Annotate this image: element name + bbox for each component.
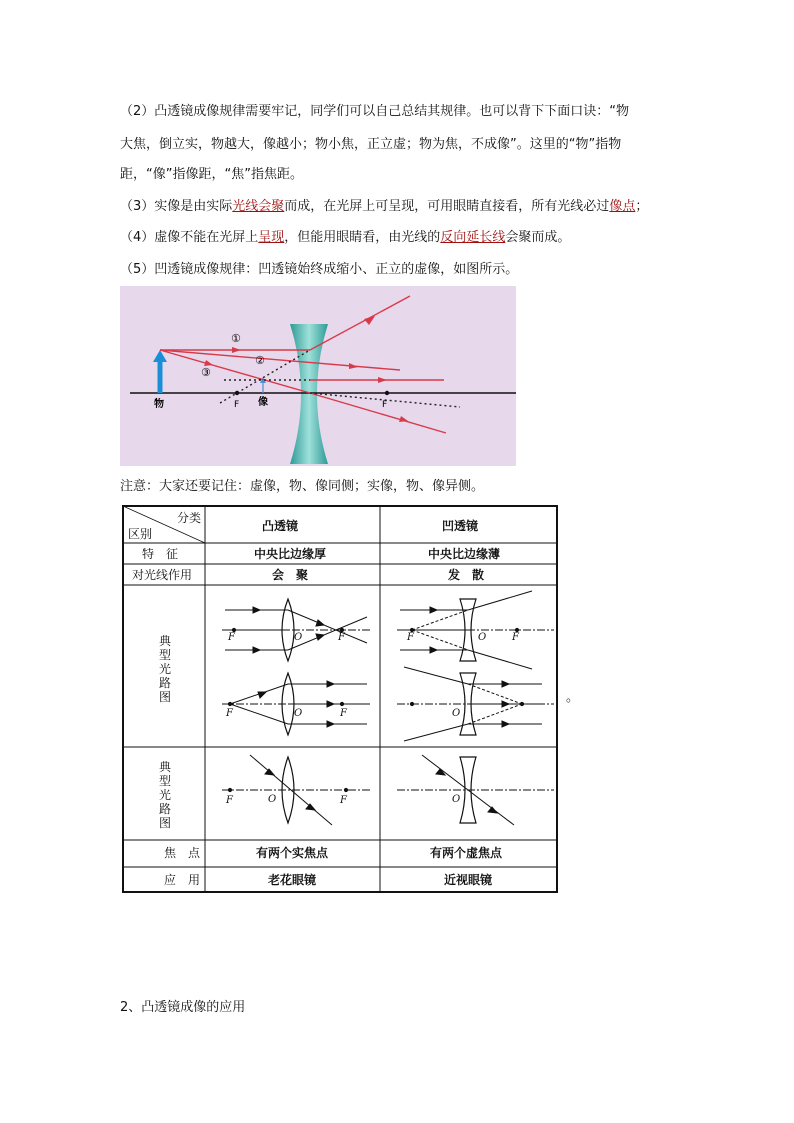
label-object: 物 (154, 399, 164, 410)
svg-text:F: F (338, 632, 345, 643)
keyword-light-converge: 光线会聚 (232, 199, 285, 214)
paragraph-4-text-a: （4）虚像不能在光屏上 (120, 230, 259, 245)
svg-text:光: 光 (159, 662, 172, 676)
concave-focus: 有两个虚焦点 (430, 846, 503, 860)
svg-text:F: F (226, 795, 233, 806)
svg-text:O: O (294, 708, 303, 719)
keyword-reverse-extension: 反向延长线 (440, 230, 506, 245)
label-f-left: F (234, 400, 240, 410)
svg-text:图: 图 (159, 690, 172, 704)
svg-text:O: O (452, 794, 461, 805)
note-text: 注意：大家还要记住：虚像，物、像同侧；实像，物、像异侧。 (120, 479, 485, 494)
header-convex: 凸透镜 (262, 519, 299, 533)
svg-text:光: 光 (159, 788, 172, 802)
row-feature-label: 特 征 (142, 547, 179, 561)
label-ray-2: ② (255, 354, 265, 367)
paragraph-4 (120, 230, 570, 246)
svg-text:F: F (226, 708, 233, 719)
paragraph-2-line-3: 距，“像”指像距，“焦”指焦距。 (120, 167, 303, 182)
svg-text:O: O (452, 708, 461, 719)
convex-use: 老花眼镜 (268, 873, 317, 887)
svg-text:典: 典 (159, 760, 172, 774)
concave-lens-figure (120, 286, 516, 466)
svg-text:O: O (268, 794, 277, 805)
svg-text:F: F (340, 708, 347, 719)
concave-effect: 发 散 (448, 568, 485, 582)
svg-text:F: F (228, 632, 235, 643)
header-difference: 区别 (128, 527, 153, 541)
focal-point-left (235, 391, 239, 395)
row-use-label: 应 用 (164, 873, 201, 887)
label-image: 像 (258, 397, 268, 408)
paragraph-2-line-1: （2）凸透镜成像规律需要牢记，同学们可以自己总结其规律。也可以背下下面口诀：“物 (120, 104, 630, 119)
label-ray-3: ③ (201, 366, 211, 379)
row-path-label-2 (159, 759, 172, 830)
svg-text:图: 图 (159, 816, 172, 830)
header-category: 分类 (177, 511, 202, 525)
svg-text:O: O (294, 632, 303, 643)
label-f-right: F (382, 400, 388, 410)
paragraph-3 (120, 199, 648, 215)
section-2-heading: 2、凸透镜成像的应用 (120, 1000, 246, 1015)
svg-text:F: F (512, 632, 519, 643)
paragraph-3-text-c: ； (635, 199, 649, 214)
keyword-image-point: 像点 (609, 199, 636, 214)
header-concave: 凹透镜 (442, 519, 479, 533)
svg-text:路: 路 (159, 676, 172, 690)
svg-text:路: 路 (159, 802, 172, 816)
row-effect-label: 对光线作用 (132, 568, 193, 582)
svg-text:型: 型 (159, 648, 172, 662)
svg-text:典: 典 (159, 634, 172, 648)
paragraph-3-text-b: 而成，在光屏上可呈现，可用眼睛直接看，所有光线必过 (284, 199, 610, 214)
svg-text:O: O (478, 632, 487, 643)
focal-point-right (385, 391, 389, 395)
label-ray-1: ① (231, 332, 241, 345)
concave-use: 近视眼镜 (444, 873, 493, 887)
paragraph-5: （5）凹透镜成像规律：凹透镜始终成缩小、正立的虚像，如图所示。 (120, 262, 519, 277)
svg-text:F: F (340, 795, 347, 806)
svg-text:型: 型 (159, 774, 172, 788)
keyword-present: 呈现 (258, 230, 285, 245)
paragraph-3-text-a: （3）实像是由实际 (120, 199, 233, 214)
paragraph-4-text-c: 会聚而成。 (505, 230, 571, 245)
paragraph-2-line-2: 大焦，倒立实，物越大，像越小；物小焦，正立虚；物为焦，不成像”。这里的“物”指物 (120, 137, 622, 152)
convex-feature: 中央比边缘厚 (254, 547, 327, 561)
paragraph-4-text-b: ，但能用眼睛看，由光线的 (284, 230, 441, 245)
row-path-label-1 (159, 633, 172, 704)
convex-effect: 会 聚 (272, 568, 309, 582)
svg-text:F: F (407, 632, 414, 643)
lens-comparison-table (122, 505, 558, 893)
convex-focus: 有两个实焦点 (256, 846, 329, 860)
row-focus-label: 焦 点 (164, 846, 201, 860)
concave-feature: 中央比边缘薄 (428, 547, 501, 561)
trailing-period: 。 (566, 690, 580, 705)
